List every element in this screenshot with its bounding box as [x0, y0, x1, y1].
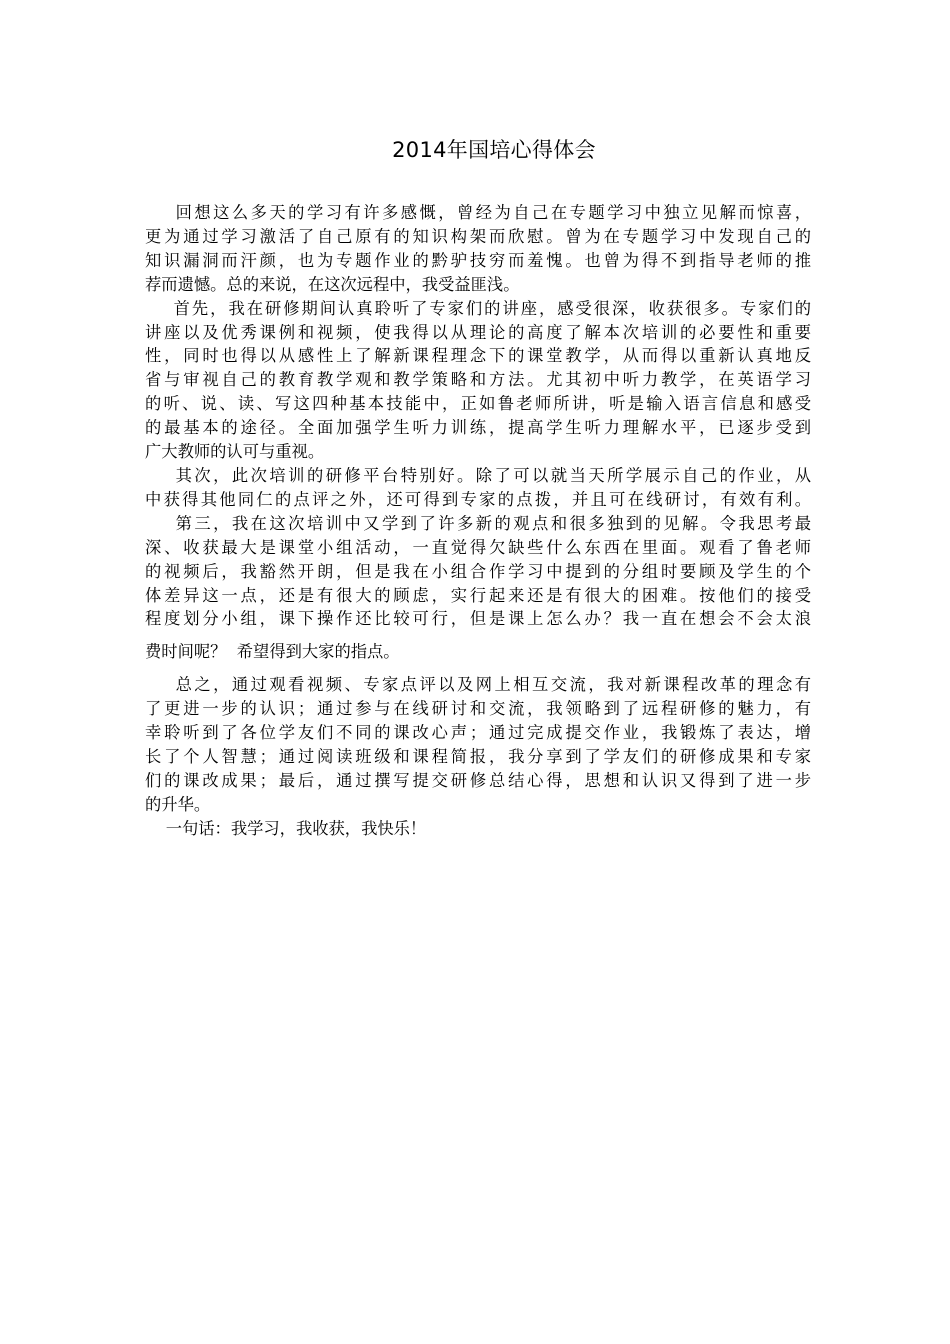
text-line: 中获得其他同仁的点评之外，还可得到专家的点拨，并且可在线研讨，有效有利。 [145, 489, 811, 509]
text-line: 体差异这一点，还是有很大的顾虑，实行起来还是有很大的困难。按他们的接受 [145, 585, 811, 605]
text-line: 的升华。 [145, 794, 211, 814]
text-line: 首先，我在研修期间认真聆听了专家们的讲座，感受很深，收获很多。专家们的 [145, 298, 811, 318]
text-line: 荐而遗憾。总的来说，在这次远程中，我受益匪浅。 [145, 274, 520, 294]
text-line: 费时间呢？ 希望得到大家的指点。 [145, 642, 400, 662]
document-body [145, 201, 811, 841]
text-line: 的听、说、读、写这四种基本技能中，正如鲁老师所讲，听是输入语言信息和感受 [145, 394, 811, 414]
text-line: 的最基本的途径。全面加强学生听力训练，提高学生听力理解水平，已逐步受到 [145, 418, 811, 438]
document-title: 2014年国培心得体会 [392, 138, 596, 162]
text-line: 第三，我在这次培训中又学到了许多新的观点和很多独到的见解。令我思考最 [145, 513, 811, 533]
text-line: 程度划分小组，课下操作还比较可行，但是课上怎么办？我一直在想会不会太浪 [145, 609, 811, 629]
text-line: 更为通过学习激活了自己原有的知识构架而欣慰。曾为在专题学习中发现自己的 [145, 226, 811, 246]
text-line: 省与审视自己的教育教学观和教学策略和方法。尤其初中听力教学，在英语学习 [145, 370, 811, 390]
paragraph-conclusion [145, 673, 811, 816]
text-line: 讲座以及优秀课例和视频，使我得以从理论的高度了解本次培训的必要性和重要 [145, 322, 811, 342]
text-line: 们的课改成果；最后，通过撰写提交研修总结心得，思想和认识又得到了进一步 [145, 770, 811, 790]
text-line: 深、收获最大是课堂小组活动，一直觉得欠缺些什么东西在里面。观看了鲁老师 [145, 537, 811, 557]
text-line: 的视频后，我豁然开朗，但是我在小组合作学习中提到的分组时要顾及学生的个 [145, 561, 811, 581]
text-line: 一句话：我学习，我收获，我快乐！ [145, 818, 427, 838]
text-line: 性，同时也得以从感性上了解新课程理念下的课堂教学，从而得以重新认真地反 [145, 346, 811, 366]
text-line: 长了个人智慧；通过阅读班级和课程简报，我分享到了学友们的研修成果和专家 [145, 746, 811, 766]
text-line: 其次，此次培训的研修平台特别好。除了可以就当天所学展示自己的作业，从 [145, 465, 811, 485]
paragraph-second [145, 464, 811, 512]
text-line: 回想这么多天的学习有许多感慨，曾经为自己在专题学习中独立见解而惊喜， [145, 203, 811, 222]
text-line: 总之，通过观看视频、专家点评以及网上相互交流，我对新课程改革的理念有 [145, 675, 811, 695]
paragraph-reflection [145, 201, 811, 297]
text-line: 了更进一步的认识；通过参与在线研讨和交流，我领略到了远程研修的魅力，有 [145, 699, 811, 719]
text-line: 幸聆听到了各位学友们不同的课改心声；通过完成提交作业，我锻炼了表达，增 [145, 723, 811, 743]
text-line: 知识漏洞而汗颜，也为专题作业的黔驴技穷而羞愧。也曾为得不到指导老师的推 [145, 250, 811, 270]
paragraph-first [145, 297, 811, 464]
paragraph-closing [145, 817, 811, 841]
paragraph-third [145, 512, 811, 664]
text-line: 广大教师的认可与重视。 [145, 442, 325, 462]
